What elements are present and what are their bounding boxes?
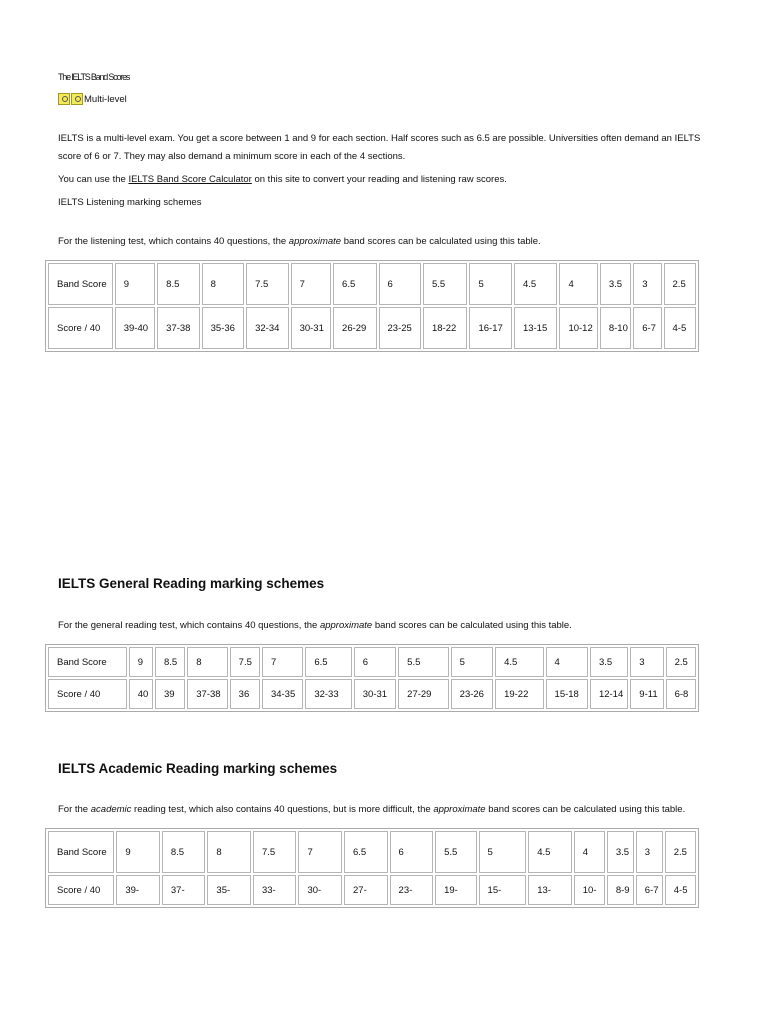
band-cell: 3 — [636, 831, 663, 873]
score-cell: 4-5 — [664, 307, 696, 349]
score-cell: 34-35 — [262, 679, 303, 709]
score-cell: 15-18 — [546, 679, 588, 709]
score-cell: 27- — [344, 875, 388, 905]
score-cell: 6-7 — [636, 875, 663, 905]
band-cell: 5.5 — [398, 647, 448, 677]
score-cell: 13-15 — [514, 307, 557, 349]
icon-row — [58, 93, 127, 105]
band-cell: 5 — [451, 647, 493, 677]
band-row — [48, 263, 696, 305]
band-cell: 8 — [207, 831, 251, 873]
band-cell: 4.5 — [528, 831, 572, 873]
band-cell: 8 — [187, 647, 227, 677]
score-cell: 30-31 — [291, 307, 331, 349]
band-cell: 5.5 — [423, 263, 468, 305]
score-cell: 9-11 — [630, 679, 663, 709]
band-cell: 7.5 — [253, 831, 297, 873]
sparkle-icon — [71, 93, 83, 105]
general-description: For the general reading test, which contains 40 questions, the approximate band scores can be calculated using this table. — [58, 620, 572, 631]
academic-heading: IELTS Academic Reading marking schemes — [58, 761, 338, 776]
icon-label: Multi-level — [84, 93, 127, 105]
band-cell: 2.5 — [665, 831, 696, 873]
listening-heading: IELTS Listening marking schemes — [58, 197, 202, 208]
score-cell: 23-25 — [379, 307, 421, 349]
score-label: Score / 40 — [48, 875, 114, 905]
general-table — [45, 644, 699, 712]
band-cell: 3 — [633, 263, 661, 305]
score-cell: 23-26 — [451, 679, 493, 709]
score-cell: 37-38 — [187, 679, 227, 709]
score-cell: 39-40 — [115, 307, 155, 349]
band-cell: 8.5 — [162, 831, 206, 873]
page-small-title: The IELTS Band Scores — [58, 72, 130, 82]
band-cell: 5 — [479, 831, 527, 873]
band-cell: 5 — [469, 263, 511, 305]
band-cell: 5.5 — [435, 831, 476, 873]
band-cell: 7 — [298, 831, 342, 873]
band-cell: 4 — [546, 647, 588, 677]
band-cell: 6 — [379, 263, 421, 305]
band-calculator-link[interactable]: IELTS Band Score Calculator — [128, 174, 252, 185]
band-cell: 8 — [202, 263, 244, 305]
band-cell: 9 — [129, 647, 153, 677]
score-cell: 10- — [574, 875, 605, 905]
score-cell: 35- — [207, 875, 251, 905]
score-cell: 12-14 — [590, 679, 628, 709]
score-cell: 40 — [129, 679, 153, 709]
band-cell: 3.5 — [590, 647, 628, 677]
score-cell: 35-36 — [202, 307, 244, 349]
score-cell: 6-7 — [633, 307, 661, 349]
score-cell: 39 — [155, 679, 185, 709]
band-score-label: Band Score — [48, 647, 127, 677]
band-cell: 6.5 — [344, 831, 388, 873]
listening-table — [45, 260, 699, 352]
score-label: Score / 40 — [48, 679, 127, 709]
score-cell: 15- — [479, 875, 527, 905]
band-cell: 4.5 — [495, 647, 543, 677]
band-cell: 2.5 — [664, 263, 696, 305]
academic-description: For the academic reading test, which also contains 40 questions, but is more difficult, the approximate band scores can be calculated using this table. — [58, 804, 686, 815]
score-cell: 32-34 — [246, 307, 288, 349]
score-label: Score / 40 — [48, 307, 113, 349]
score-cell: 8-10 — [600, 307, 631, 349]
score-cell: 19- — [435, 875, 476, 905]
score-cell: 16-17 — [469, 307, 511, 349]
band-row — [48, 831, 696, 873]
score-row — [48, 307, 696, 349]
score-cell: 19-22 — [495, 679, 543, 709]
band-cell: 7 — [262, 647, 303, 677]
score-row — [48, 679, 696, 709]
score-cell: 6-8 — [666, 679, 696, 709]
band-cell: 7.5 — [246, 263, 288, 305]
band-cell: 3.5 — [600, 263, 631, 305]
score-cell: 30- — [298, 875, 342, 905]
score-cell: 8-9 — [607, 875, 634, 905]
score-cell: 37-38 — [157, 307, 199, 349]
score-cell: 27-29 — [398, 679, 448, 709]
score-cell: 39- — [116, 875, 160, 905]
band-cell: 3.5 — [607, 831, 634, 873]
band-score-label: Band Score — [48, 831, 114, 873]
score-cell: 32-33 — [305, 679, 351, 709]
listening-description: For the listening test, which contains 40 questions, the approximate band scores can be calculated using this table. — [58, 236, 541, 247]
score-cell: 26-29 — [333, 307, 376, 349]
band-row — [48, 647, 696, 677]
score-cell: 10-12 — [559, 307, 597, 349]
band-cell: 8.5 — [155, 647, 185, 677]
sparkle-icon — [58, 93, 70, 105]
score-cell: 36 — [230, 679, 260, 709]
band-cell: 4.5 — [514, 263, 557, 305]
band-cell: 4 — [559, 263, 597, 305]
score-cell: 30-31 — [354, 679, 396, 709]
band-cell: 6 — [354, 647, 396, 677]
band-cell: 7 — [291, 263, 331, 305]
band-cell: 7.5 — [230, 647, 260, 677]
score-row — [48, 875, 696, 905]
band-cell: 9 — [115, 263, 155, 305]
score-cell: 18-22 — [423, 307, 468, 349]
intro-paragraph: IELTS is a multi-level exam. You get a score between 1 and 9 for each section. Half scores such as 6.5 are possible. Universities often demand an IELTS score of 6 or 7. They may also demand a minimum score in each of the 4 sections. — [58, 133, 701, 162]
score-cell: 33- — [253, 875, 297, 905]
band-cell: 4 — [574, 831, 605, 873]
band-cell: 6.5 — [305, 647, 351, 677]
calculator-paragraph: You can use the IELTS Band Score Calculator on this site to convert your reading and listening raw scores. — [58, 174, 507, 185]
band-cell: 9 — [116, 831, 160, 873]
score-cell: 4-5 — [665, 875, 696, 905]
general-heading: IELTS General Reading marking schemes — [58, 576, 325, 591]
band-cell: 8.5 — [157, 263, 199, 305]
academic-table — [45, 828, 699, 908]
band-cell: 6 — [390, 831, 434, 873]
band-cell: 3 — [630, 647, 663, 677]
score-cell: 37- — [162, 875, 206, 905]
score-cell: 13- — [528, 875, 572, 905]
band-score-label: Band Score — [48, 263, 113, 305]
score-cell: 23- — [390, 875, 434, 905]
band-cell: 2.5 — [666, 647, 696, 677]
band-cell: 6.5 — [333, 263, 376, 305]
